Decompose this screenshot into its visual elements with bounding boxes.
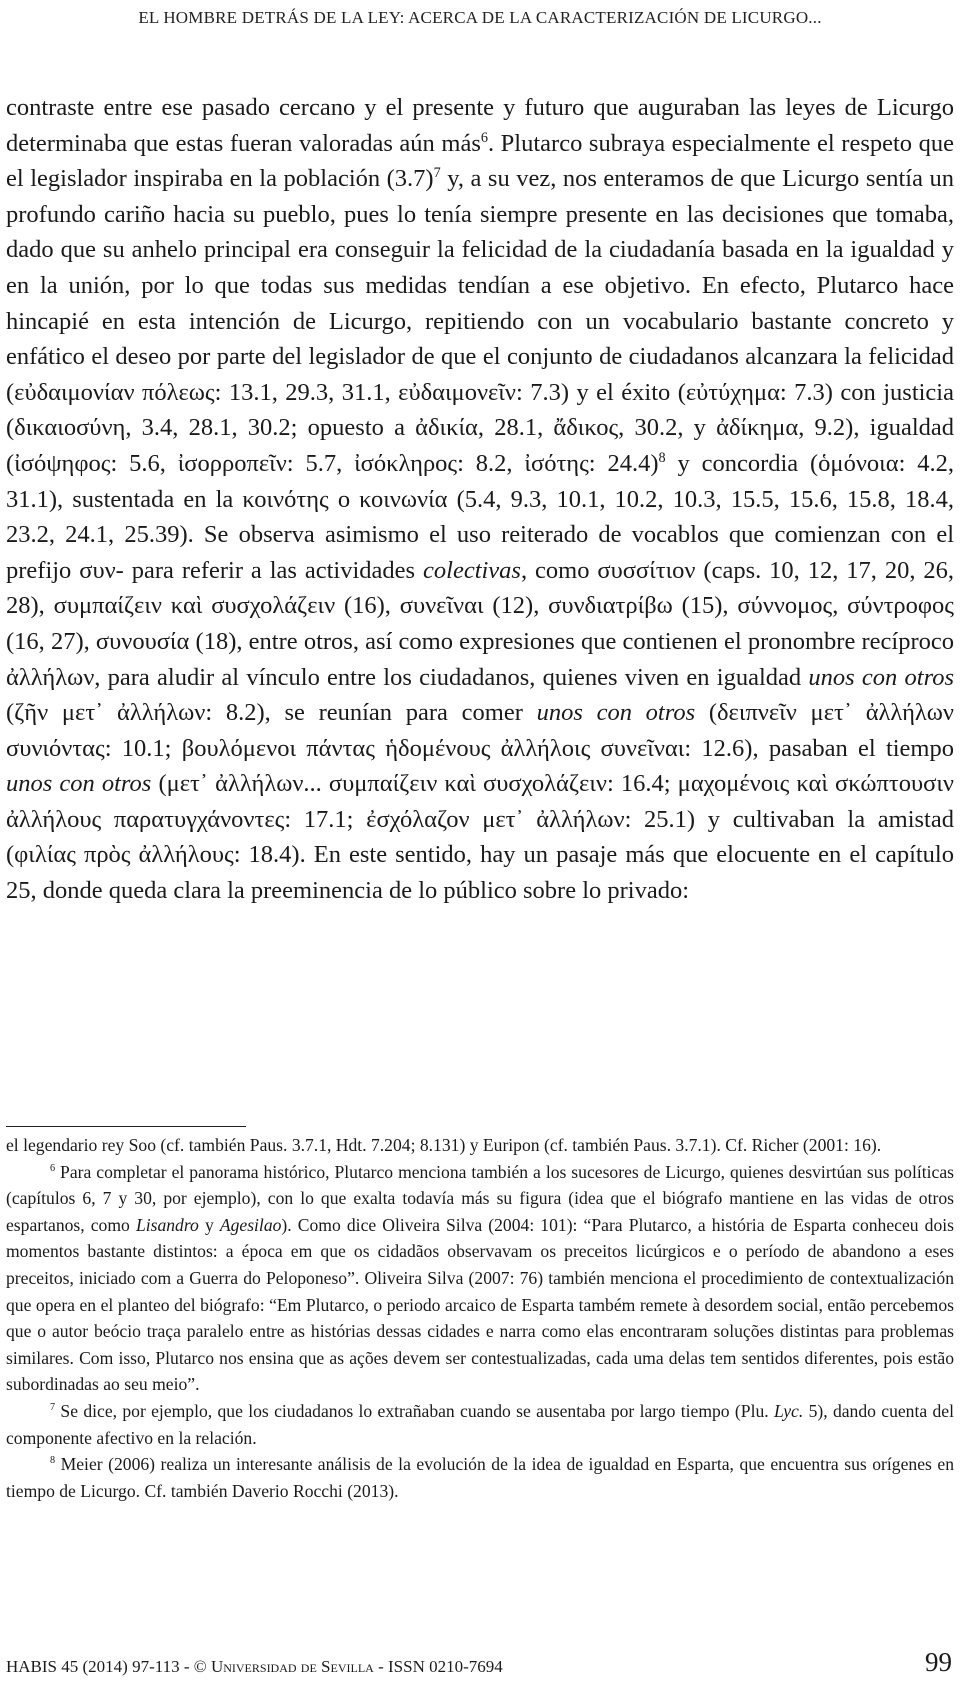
body-text: , como συσσίτιον (caps. 10, 12, 17, 20, 26, 28), συμπαίζειν καὶ συσχολάζειν (16), συνεῖναι (12), συνδιατρίβω (15), σύννομος, σύντροφος (16, 27), συνουσία (18), entre otros, así como expresiones que contienen el pronombre recíproco ἀλλήλων, para aludir al vínculo entre los ciudadanos, quienes viven en igualdad — [6, 556, 954, 691]
italic-term: unos con otros — [536, 699, 696, 727]
page-number: 99 — [925, 1647, 952, 1677]
footnote-7 — [6, 1398, 954, 1451]
body-text: . Plutarco subraya especialmente el respeto que el legislador inspiraba en la población (3.7) — [6, 129, 954, 193]
body-text: y, a su vez, nos enteramos de que Licurgo sentía un profundo cariño hacia su pueblo, pues lo tenía siempre presente en las decisiones que tomaba, dado que su anhelo principal era conseguir la felicidad de la ciudadanía basada en la igualdad y en la unión, por lo que todas sus medidas tendían a ese objetivo. En efecto, Plutarco hace hincapié en esta intención de Licurgo, repitiendo con un vocabulario bastante concreto y enfático el deseo por parte del legislador de que el conjunto de ciudadanos alcanzara la felicidad (εὐδαιμονίαν πόλεως: 13.1, 29.3, 31.1, εὐδαιμονεῖν: 7.3) y el éxito (εὐτύχημα: 7.3) con justicia (δικαιοσύνη, 3.4, 28.1, 30.2; opuesto a ἀδικία, 28.1, ἄδικος, 30.2, y ἀδίκημα, 9.2), igualdad (ἰσόψηφος: 5.6, ἰσορροπεῖν: 5.7, ἰσόκληρος: 8.2, ἰσότης: 24.4) — [6, 165, 954, 477]
body-text: (μετ᾽ ἀλλήλων... συμπαίζειν καὶ συσχολάζειν: 16.4; μαχομένοις καὶ σκώπτουσιν ἀλλήλους παρατυγχάνοντες: 17.1; ἐσχόλαζον μετ᾽ ἀλλήλων: 25.1) y cultivaban la amistad (φιλίας πρὸς ἀλλήλους: 18.4). En este sentido, hay un pasaje más que elocuente en el capítulo 25, donde queda clara la preeminencia de lo público sobre lo privado: — [6, 770, 954, 905]
main-text — [6, 90, 954, 909]
italic-term: colectivas — [423, 556, 521, 584]
footnote-separator — [6, 1126, 246, 1127]
italic-term: unos con otros — [808, 663, 954, 691]
body-text: contraste entre ese pasado cercano y el presente y futuro que auguraban las leyes de Licurgo determinaba que estas fueran valoradas aún más — [6, 94, 954, 157]
footnote-text: ). Como dice Oliveira Silva (2004: 101): “Para Plutarco, a história de Esparta conheceu dois momentos bastante distintos: a época em que os cidadãos observavam os preceitos licúrgicos e o período de abandono a eses preceitos, iniciado com a Guerra do Peloponeso”. Oliveira Silva (2007: 76) también menciona el procedimiento de contextualización que opera en el planteo del biógrafo: “Em Plutarco, o periodo arcaico de Esparta também remete à desordem social, então percebemos que o autor beócio traça paralelo entre as histórias dessas cidades e narra como elas encontraram soluções distintas para problemas similares. Com isso, Plutarco nos ensina que as ações devem ser contestualizadas, cada uma delas tem sentidos diferentes, pois estão subordinadas ao seu meio”. — [6, 1214, 954, 1395]
journal-info: HABIS 45 (2014) 97-113 - © — [6, 1657, 211, 1676]
footnote-ref-8[interactable]: 8 — [658, 449, 666, 466]
body-text: y concordia (ὁμόνοια: 4.2, 31.1), sustentada en la κοινότης ο κοινωνία (5.4, 9.3, 10.1, 10.2, 10.3, 15.5, 15.6, 15.8, 18.4, 23.2, 24.1, 25.39). Se observa asimismo el uso reiterado de vocablos que comienzan con el prefijo συν- para referir a las actividades — [6, 449, 954, 584]
footnote-mark: 8 — [50, 1455, 56, 1467]
footnote-mark: 7 — [50, 1402, 56, 1414]
body-text: (δειπνεῖν μετ᾽ ἀλλήλων συνιόντας: 10.1; βουλόμενοι πάντας ἡδομένους ἀλλήλοις συνεῖναι: 12.6), pasaban el tiempo — [6, 699, 954, 762]
footnote-continuation: el legendario rey Soo (cf. también Paus. 3.7.1, Hdt. 7.204; 8.131) y Euripon (cf. también Paus. 3.7.1). Cf. Richer (2001: 16). — [6, 1135, 882, 1155]
italic-term: Agesilao — [219, 1214, 282, 1235]
body-paragraph — [6, 90, 954, 909]
footnote-text: Meier (2006) realiza un interesante análisis de la evolución de la idea de igualdad en Esparta, que encuentra sus orígenes en tiempo de Licurgo. Cf. también Daverio Rocchi (2013). — [6, 1454, 954, 1501]
italic-term: Lisandro — [135, 1214, 199, 1235]
italic-term: Lyc. — [773, 1400, 804, 1421]
footnote-text: Para completar el panorama histórico, Plutarco menciona también a los sucesores de Licurgo, quienes desvirtúan sus políticas (capítulos 6, 7 y 30, por ejemplo), con lo que exalta todavía más su figura (idea que el biógrafo mantiene en las vidas de otros espartanos, como — [6, 1161, 954, 1235]
italic-term: unos con otros — [6, 770, 152, 798]
body-text: (ζῆν μετ᾽ ἀλλήλων: 8.2), se reunían para comer — [6, 699, 537, 727]
running-head: EL HOMBRE DETRÁS DE LA LEY: ACERCA DE LA CARACTERIZACIÓN DE LICURGO... — [138, 8, 822, 27]
publisher-name: Universidad de Sevilla — [210, 1657, 374, 1676]
footnote-6 — [6, 1159, 954, 1398]
footnote-8 — [6, 1451, 954, 1504]
footnote-text: 5), dando cuenta del componente afectivo en la relación. — [6, 1400, 954, 1448]
footnote-ref-7[interactable]: 7 — [433, 165, 441, 182]
footnote-mark: 6 — [50, 1162, 56, 1174]
footnote-text: Se dice, por ejemplo, que los ciudadanos lo extrañaban cuando se ausentaba por largo tiempo (Plu. — [55, 1400, 774, 1421]
footnote-text: y — [198, 1214, 220, 1235]
footnotes — [6, 1132, 954, 1504]
footnote-ref-6[interactable]: 6 — [480, 129, 488, 146]
issn: - ISSN 0210-7694 — [373, 1657, 503, 1676]
page-footer — [6, 1647, 952, 1679]
journal-citation — [6, 1657, 503, 1677]
